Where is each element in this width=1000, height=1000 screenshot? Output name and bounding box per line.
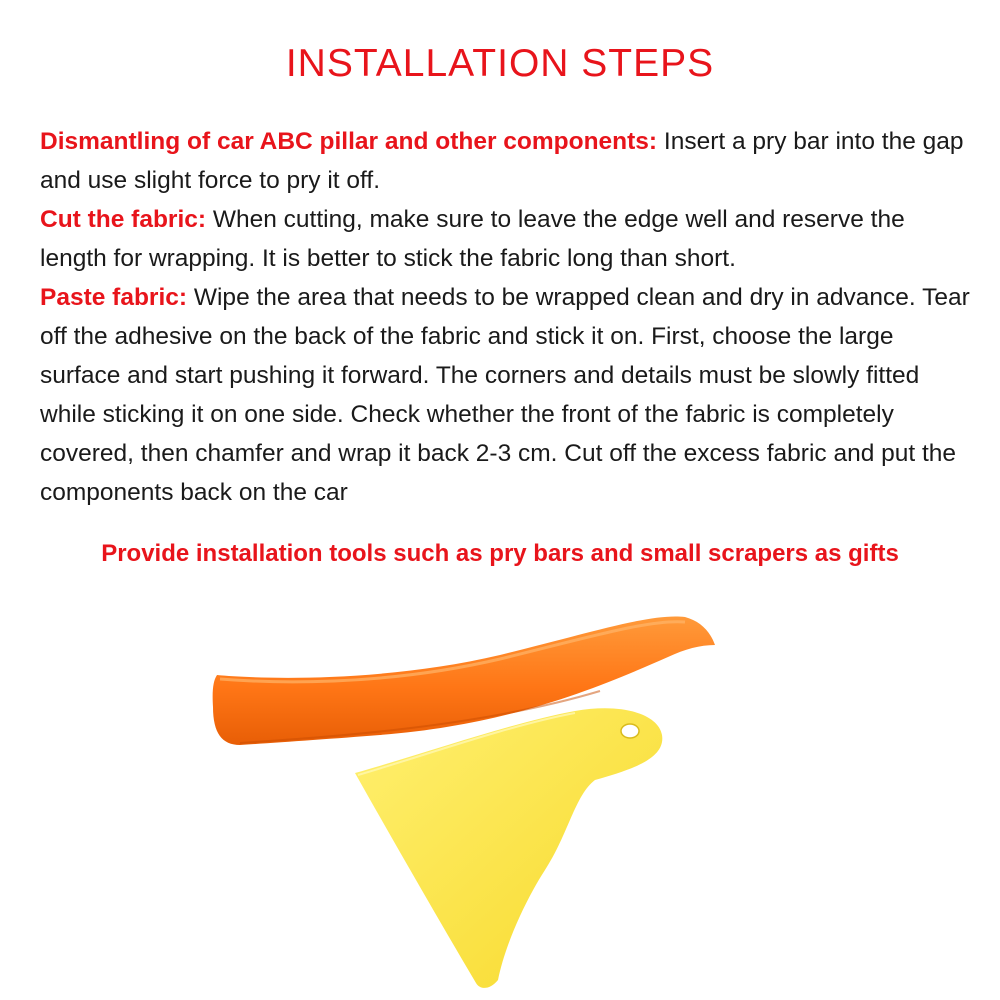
scraper-icon (355, 708, 662, 988)
page-title: INSTALLATION STEPS (285, 42, 715, 85)
step-label: Dismantling of car ABC pillar and other components: (40, 128, 658, 155)
step-text: Wipe the area that needs to be wrapped clean and dry in advance. Tear off the adhesive on the back of the fabric and stick it on. First, choose the large surface and start pushing it forward. The corners and details must be slowly fitted while sticking it on one side. Check whether the front of the fabric is completely covered, then chamfer and wrap it back 2-3 cm. Cut off the excess fabric and put the components back on the car (40, 284, 970, 506)
step-label: Cut the fabric: (40, 206, 207, 233)
step-label: Paste fabric: (40, 284, 188, 311)
tools-image (180, 595, 740, 995)
gift-note: Provide installation tools such as pry bars and small scrapers as gifts (101, 540, 899, 567)
installation-steps (40, 122, 970, 512)
step-text: When cutting, make sure to leave the edge well and reserve the length for wrapping. It is better to stick the fabric long than short. (40, 206, 905, 272)
step-paste-fabric (40, 278, 970, 512)
step-dismantling (40, 122, 970, 200)
step-cut-fabric (40, 200, 970, 278)
step-text: Insert a pry bar into the gap and use slight force to pry it off. (40, 128, 964, 194)
